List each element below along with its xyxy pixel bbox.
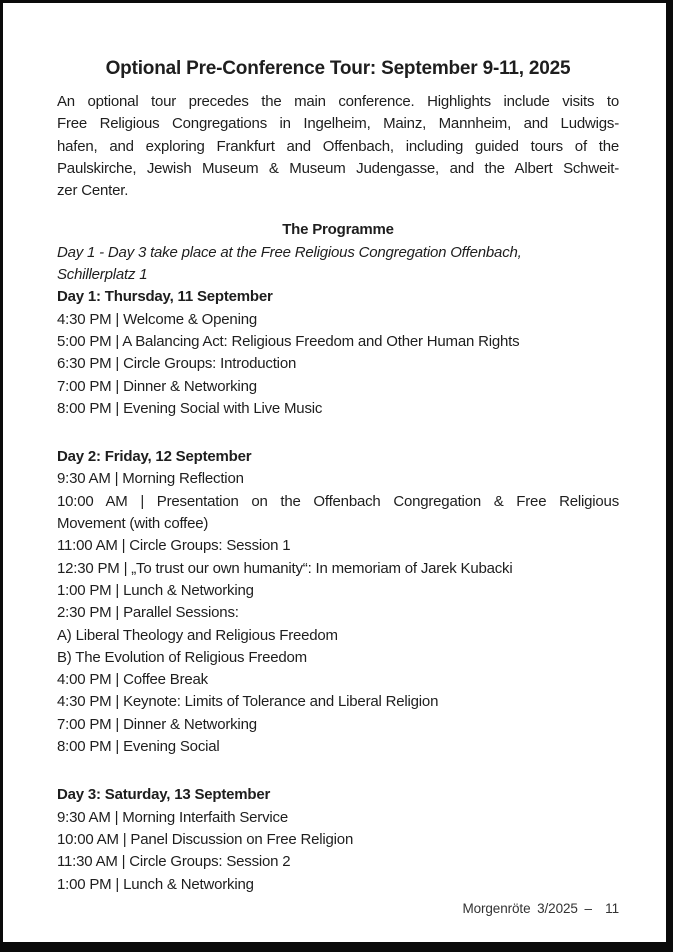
day1-heading: Day 1: Thursday, 11 September [57,288,273,306]
intro-line: hafen, and exploring Frankfurt and Offenbach, including guided tours of the [57,137,619,155]
schedule-line: 11:00 AM | Circle Groups: Session 1 [57,537,291,555]
schedule-line: B) The Evolution of Religious Freedom [57,648,307,666]
schedule-line: 11:30 AM | Circle Groups: Session 2 [57,853,291,871]
schedule-line: A) Liberal Theology and Religious Freedom [57,626,338,644]
schedule-line: 10:00 AM | Panel Discussion on Free Religion [57,830,354,848]
schedule-line: 7:00 PM | Dinner & Networking [57,715,257,733]
schedule-line: 4:30 PM | Keynote: Limits of Tolerance and Liberal Religion [57,693,439,711]
day2-block [57,446,619,758]
schedule-line: Movement (with coffee) [57,515,209,533]
intro-line: Free Religious Congregations in Ingelheim, Mainz, Mannheim, and Ludwigs- [57,115,619,133]
day2-heading: Day 2: Friday, 12 September [57,448,252,466]
document-page [3,3,666,942]
intro-line: An optional tour precedes the main conference. Highlights include visits to [57,93,619,110]
day3-heading: Day 3: Saturday, 13 September [57,786,271,804]
intro-line: Paulskirche, Jewish Museum & Museum Judengasse, and the Albert Schweit- [57,159,619,177]
schedule-line: 1:00 PM | Lunch & Networking [57,581,254,599]
page-content [57,3,619,942]
page-title: Optional Pre-Conference Tour: September 9-11, 2025 [105,58,571,79]
programme-heading: The Programme [282,221,394,239]
schedule-line: 8:00 PM | Evening Social [57,738,220,756]
programme-note-line: Day 1 - Day 3 take place at the Free Religious Congregation Offenbach, [57,243,522,261]
schedule-line: 9:30 AM | Morning Reflection [57,470,244,488]
schedule-line: 1:00 PM | Lunch & Networking [57,875,254,893]
day3-block [57,784,619,895]
day1-block [57,286,619,420]
programme-note-line: Schillerplatz 1 [57,266,148,284]
schedule-line: 5:00 PM | A Balancing Act: Religious Freedom and Other Human Rights [57,332,520,350]
schedule-line: 8:00 PM | Evening Social with Live Music [57,399,323,417]
schedule-line: 10:00 AM | Presentation on the Offenbach Congregation & Free Religious [57,492,619,510]
programme-note [57,242,619,287]
schedule-line: 9:30 AM | Morning Interfaith Service [57,808,288,826]
intro-line: zer Center. [57,182,129,200]
schedule-line: 2:30 PM | Parallel Sessions: [57,604,239,622]
schedule-line: 4:00 PM | Coffee Break [57,671,208,689]
schedule-line: 7:00 PM | Dinner & Networking [57,377,257,395]
footer-note: Morgenröte 3/2025 – 11 [462,900,619,916]
schedule-line: 6:30 PM | Circle Groups: Introduction [57,355,297,373]
intro-paragraph [57,91,619,202]
schedule-line: 12:30 PM | „To trust our own humanity“: In memoriam of Jarek Kubacki [57,559,513,577]
schedule-line: 4:30 PM | Welcome & Opening [57,310,257,328]
